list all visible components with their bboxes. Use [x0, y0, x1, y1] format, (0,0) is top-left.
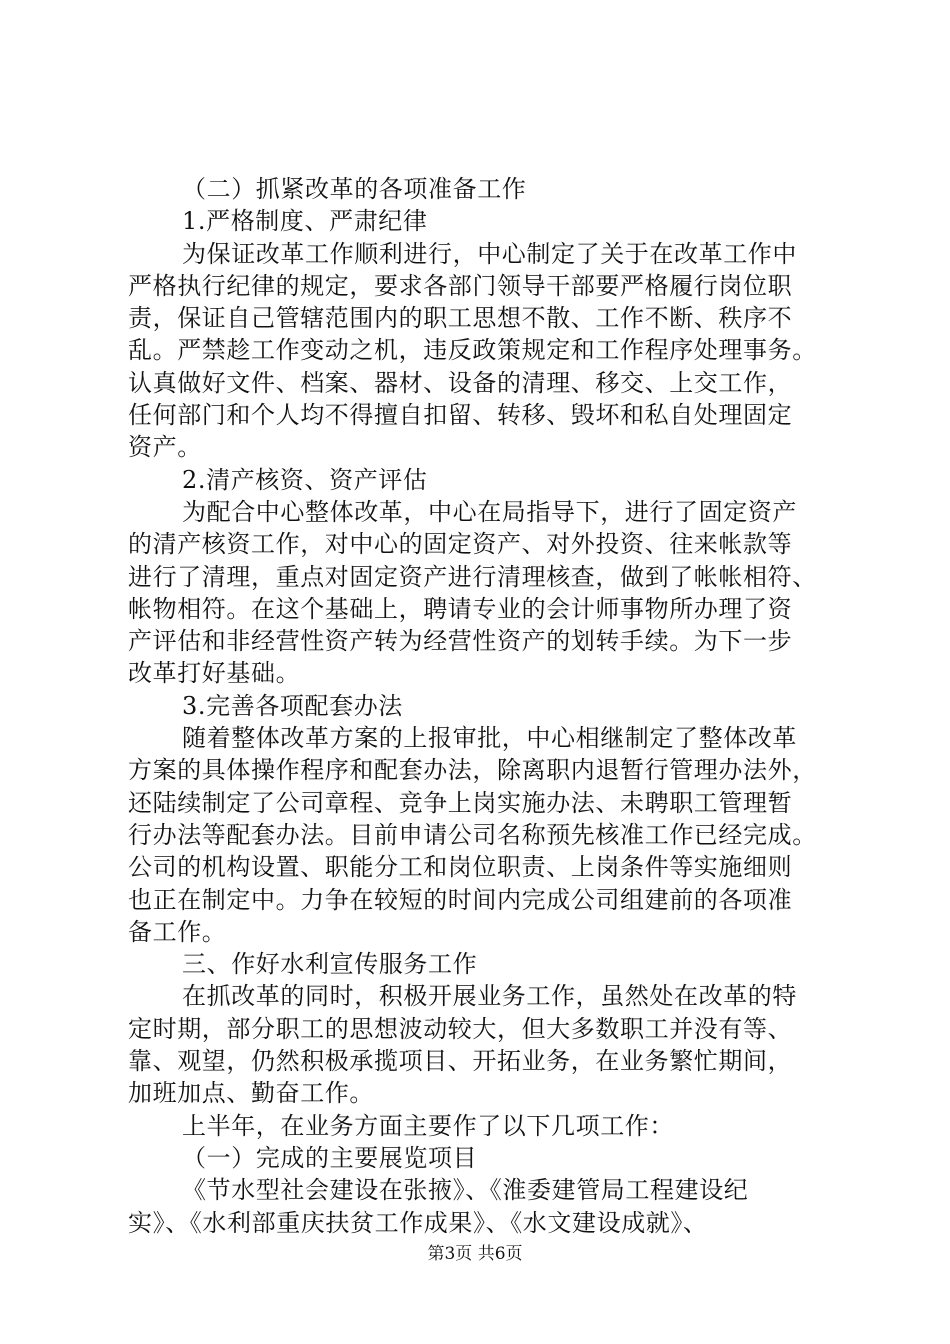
- text-line: 方案的具体操作程序和配套办法，除离职内退暂行管理办法外，: [128, 756, 817, 785]
- text-line: 产评估和非经营性资产转为经营性资产的划转手续。为下一步: [128, 627, 793, 656]
- text-line: （一）完成的主要展览项目: [182, 1143, 478, 1172]
- text-line: 靠、观望，仍然积极承揽项目、开拓业务，在业务繁忙期间，: [128, 1047, 793, 1076]
- text-line: 上半年，在业务方面主要作了以下几项工作：: [182, 1111, 674, 1140]
- text-line: （二）抓紧改革的各项准备工作: [182, 175, 527, 203]
- text-line: 备工作。: [128, 917, 227, 946]
- text-line: 任何部门和个人均不得擅自扣留、转移、毁坏和私自处理固定: [128, 401, 793, 430]
- text-line: 还陆续制定了公司章程、竞争上岗实施办法、未聘职工管理暂: [128, 788, 793, 817]
- text-line: 改革打好基础。: [128, 659, 301, 688]
- text-line: 3.完善各项配套办法: [182, 691, 403, 720]
- text-line: 认真做好文件、档案、器材、设备的清理、移交、上交工作，: [128, 368, 793, 397]
- document-body: [128, 173, 848, 1239]
- text-line: 为保证改革工作顺利进行，中心制定了关于在改革工作中: [182, 239, 797, 268]
- text-line: 公司的机构设置、职能分工和岗位职责、上岗条件等实施细则: [128, 853, 793, 882]
- text-line: 加班加点、勤奋工作。: [128, 1079, 374, 1108]
- text-line: 进行了清理，重点对固定资产进行清理核查，做到了帐帐相符、: [128, 562, 817, 591]
- text-line: 行办法等配套办法。目前申请公司名称预先核准工作已经完成。: [128, 820, 817, 849]
- text-line: 也正在制定中。力争在较短的时间内完成公司组建前的各项准: [128, 885, 793, 914]
- text-line: 帐物相符。在这个基础上，聘请专业的会计师事物所办理了资: [128, 594, 793, 623]
- text-line: 实》、《水利部重庆扶贫工作成果》、《水文建设成就》、: [128, 1208, 708, 1237]
- text-line: 乱。严禁趁工作变动之机，违反政策规定和工作程序处理事务。: [128, 336, 817, 365]
- page-footer: 第3页 共6页: [427, 1244, 523, 1264]
- text-line: 随着整体改革方案的上报审批，中心相继制定了整体改革: [182, 724, 797, 753]
- text-line: 《节水型社会建设在张掖》、《淮委建管局工程建设纪: [182, 1176, 749, 1205]
- text-line: 为配合中心整体改革，中心在局指导下，进行了固定资产: [182, 497, 797, 526]
- text-line: 责，保证自己管辖范围内的职工思想不散、工作不断、秩序不: [128, 304, 793, 333]
- text-line: 2.清产核资、资产评估: [182, 465, 428, 494]
- text-line: 资产。: [128, 433, 202, 462]
- text-line: 1.严格制度、严肃纪律: [182, 207, 428, 236]
- text-line: 的清产核资工作，对中心的固定资产、对外投资、往来帐款等: [128, 530, 793, 559]
- text-line: 严格执行纪律的规定，要求各部门领导干部要严格履行岗位职: [128, 271, 793, 300]
- text-line: 在抓改革的同时，积极开展业务工作，虽然处在改革的特: [182, 982, 797, 1011]
- text-line: 三、作好水利宣传服务工作: [182, 950, 478, 979]
- text-line: 定时期，部分职工的思想波动较大，但大多数职工并没有等、: [128, 1014, 793, 1043]
